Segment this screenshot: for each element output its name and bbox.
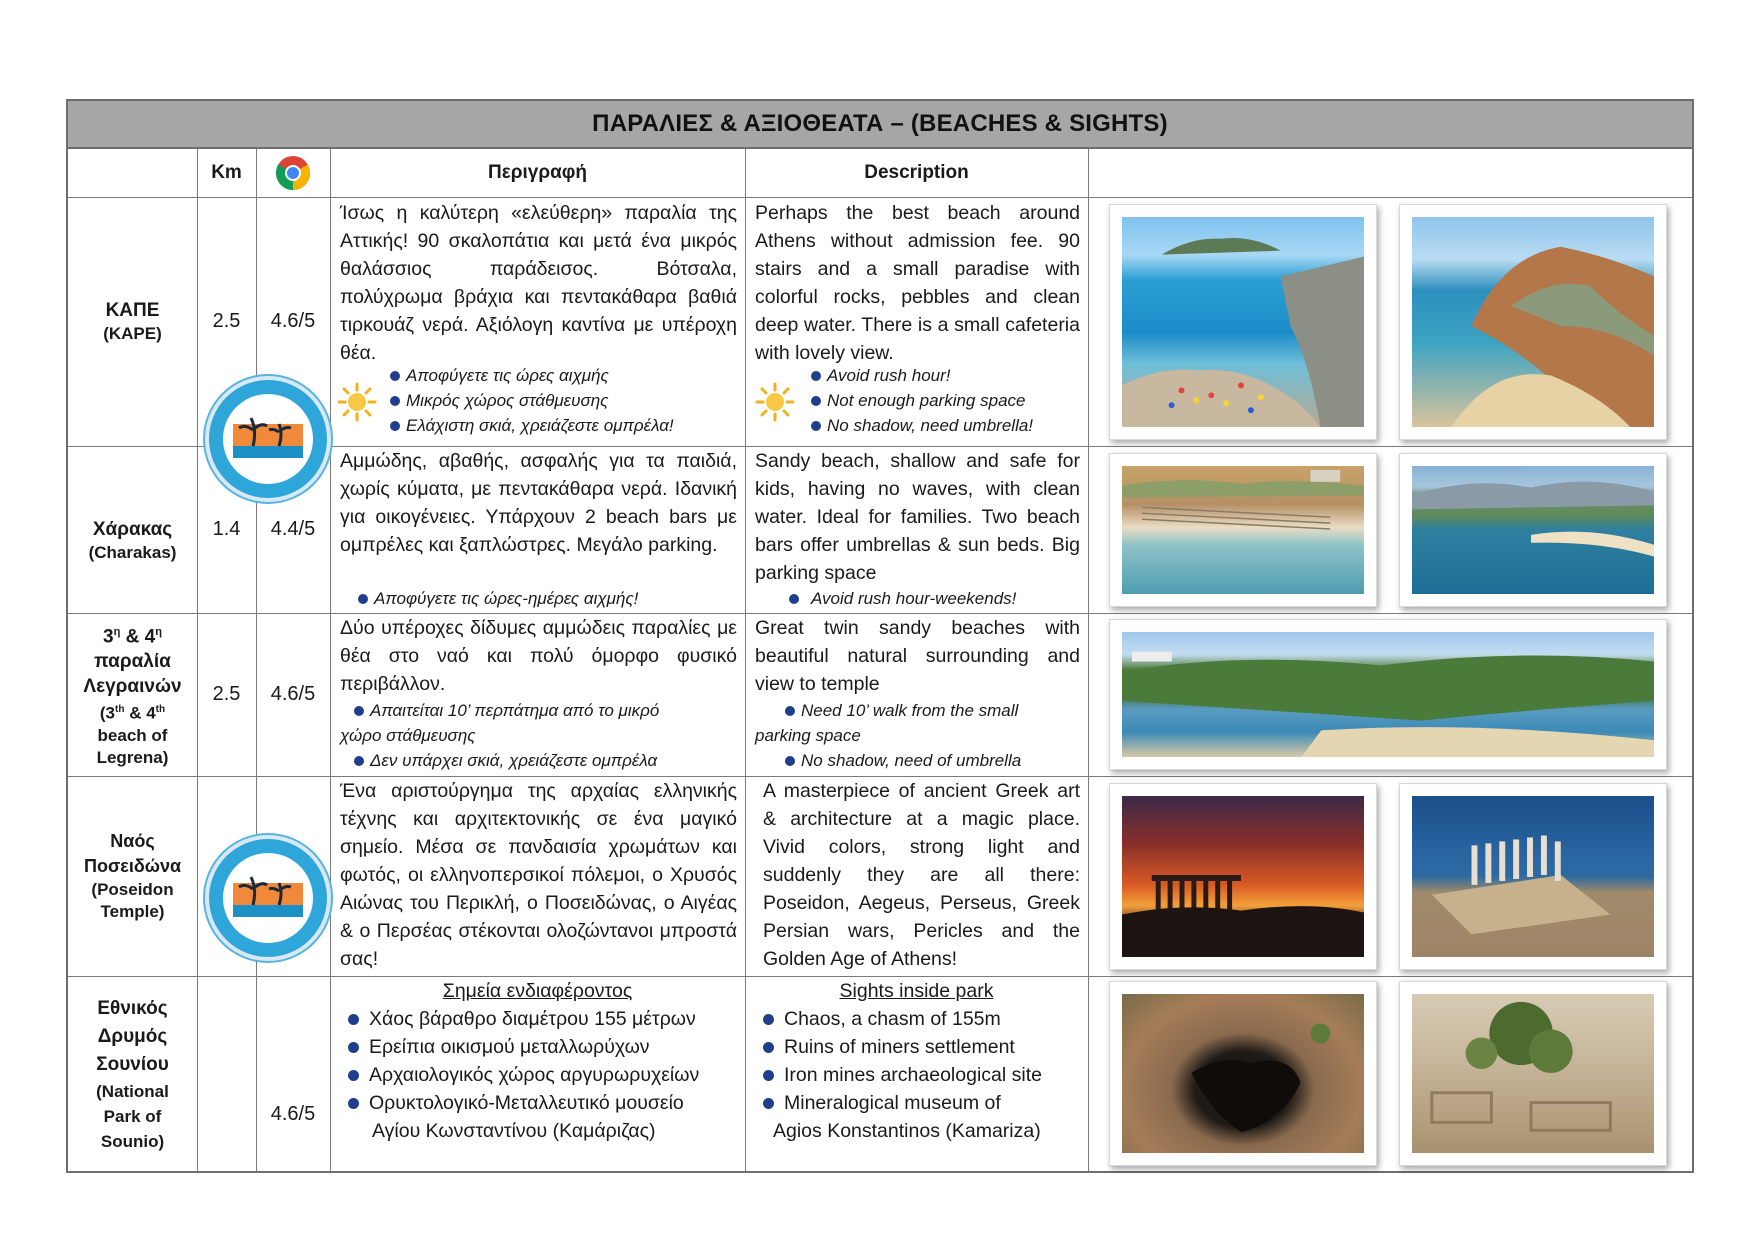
note: No shadow, need umbrella! <box>827 416 1034 435</box>
beaches-table <box>66 99 1694 1173</box>
note: Need 10’ walk from the small <box>801 701 1019 720</box>
description-text: Perhaps the best beach around Athens without admission fee. 90 stairs and a small paradise with colorful rocks, pebbles and clean deep water. There is a small cafeteria with lovely view. <box>755 202 1080 364</box>
km-value <box>197 976 256 1173</box>
patroclos-logo <box>205 376 331 502</box>
place-name-en: Temple) <box>100 902 165 921</box>
description-text: Αμμώδης, αβαθής, ασφαλής για τα παιδιά, χωρίς κύματα, με πεντακάθαρα νερά. Ιδανική για οικογένειες. Υπάρχουν 2 beach bars με ομπρέλες και ξαπλώστρες. Μεγάλο parking. <box>340 450 737 556</box>
bullet-icon <box>348 1014 359 1025</box>
description-text: Δύο υπέροχες δίδυμες αμμώδεις παραλίες με θέα στο ναό και πολύ όμορφο φυσικό περιβάλλον. <box>340 617 737 695</box>
row-national-park-name <box>68 976 197 1173</box>
bullet-icon <box>763 1042 774 1053</box>
bullet-icon <box>785 756 795 766</box>
place-name: Ναός <box>110 831 155 851</box>
english-description <box>745 777 1088 976</box>
place-name: Σουνίου <box>96 1054 169 1075</box>
note: Αποφύγετε τις ώρες-ημέρες αιχμής! <box>374 589 639 608</box>
sight-item: Χάος βάραθρο διαμέτρου 155 μέτρων <box>369 1008 696 1030</box>
place-name: Ποσειδώνα <box>83 856 182 876</box>
description-text: Ίσως η καλύτερη «ελεύθερη» παραλία της Αττικής! 90 σκαλοπάτια και μετά ένα μικρός θαλάσσιος παράδεισος. Βότσαλα, πολύχρωμα βράχια και πεντακάθαρα βαθιά τιρκουάζ νερά. Αξιόλογη καντίνα με υπέροχη θέα. <box>340 202 737 364</box>
rating-value: 4.4/5 <box>270 518 316 540</box>
bullet-icon <box>811 371 821 381</box>
place-name-en: beach of <box>97 725 168 745</box>
note: parking space <box>755 726 861 745</box>
bullet-icon <box>390 371 400 381</box>
table-title-bar <box>68 101 1692 149</box>
place-name-en: Sounio) <box>100 1132 165 1151</box>
place-name-en: (Charakas) <box>88 543 177 562</box>
bullet-icon <box>354 706 364 716</box>
note: Avoid rush hour-weekends! <box>811 589 1017 608</box>
bullet-icon <box>348 1070 359 1081</box>
sight-item: Αρχαιολογικός χώρος αργυρωρυχείων <box>369 1064 700 1086</box>
sight-item: Αγίου Κωνσταντίνου (Καμάριζας) <box>372 1120 656 1142</box>
km-header: Km <box>211 162 242 183</box>
sight-item: Agios Konstantinos (Kamariza) <box>773 1120 1041 1142</box>
row-charakas-name <box>68 446 197 613</box>
place-name: Δρυμός <box>97 1026 168 1047</box>
note: Δεν υπάρχει σκιά, χρειάζεστε ομπρέλα <box>370 751 658 770</box>
kape-photo-2 <box>1399 204 1667 440</box>
english-sights <box>745 977 1088 1173</box>
km-value: 1.4 <box>212 518 241 540</box>
charakas-photo-2 <box>1399 453 1667 607</box>
sight-item: Ruins of miners settlement <box>784 1036 1015 1058</box>
place-name-en: (Poseidon <box>91 880 174 899</box>
sight-item: Iron mines archaeological site <box>784 1064 1042 1086</box>
bullet-icon <box>811 396 821 406</box>
sights-heading: Σημεία ενδιαφέροντος <box>442 980 633 1002</box>
bullet-icon <box>763 1098 774 1109</box>
rating-header <box>256 149 330 197</box>
bullet-icon <box>763 1070 774 1081</box>
english-description <box>745 447 1088 613</box>
greek-description <box>330 447 745 613</box>
bullet-icon <box>358 594 368 604</box>
sight-item: Ορυκτολογικό-Μεταλλευτικό μουσείο <box>369 1092 684 1114</box>
km-value: 2.5 <box>212 310 241 332</box>
row-legrena-name <box>68 613 197 776</box>
sights-list <box>745 1005 1088 1145</box>
greek-sights <box>330 977 745 1173</box>
row-kape-name <box>68 197 197 446</box>
description-text: Great twin sandy beaches with beautiful natural surrounding and view to temple <box>755 617 1080 695</box>
place-name: παραλία <box>94 651 171 673</box>
place-name-en: (3th & 4th <box>99 703 166 723</box>
place-name-en: Park of <box>103 1107 162 1126</box>
national-park-photo-1 <box>1109 981 1377 1166</box>
note: Not enough parking space <box>827 391 1026 410</box>
notes-list <box>390 363 674 438</box>
rating-value: 4.6/5 <box>270 1103 316 1125</box>
charakas-photo-1 <box>1109 453 1377 607</box>
notes-list <box>755 698 1085 773</box>
note: Ελάχιστη σκιά, χρειάζεστε ομπρέλα! <box>406 416 674 435</box>
sights-heading: Sights inside park <box>839 980 994 1002</box>
bullet-icon <box>390 421 400 431</box>
sights-list <box>330 1005 745 1145</box>
place-name: Εθνικός <box>97 998 168 1019</box>
place-name-en: (National <box>96 1082 169 1101</box>
poseidon-photo-1 <box>1109 783 1377 970</box>
sight-item: Chaos, a chasm of 155m <box>784 1008 1001 1030</box>
sight-item: Ερείπια οικισμού μεταλλωρύχων <box>369 1036 650 1058</box>
chrome-icon <box>275 155 311 191</box>
sun-icon <box>336 381 378 423</box>
row-poseidon-name <box>68 776 197 976</box>
logo-emblem <box>223 394 313 484</box>
place-name: $3^\eta$ & $4^\eta$ <box>103 626 162 648</box>
poseidon-photo-2 <box>1399 783 1667 970</box>
note: No shadow, need of umbrella <box>801 751 1022 770</box>
place-name-en: Legrena) <box>96 747 169 767</box>
patroclos-logo <box>205 835 331 961</box>
note: Αποφύγετε τις ώρες αιχμής <box>406 366 609 385</box>
bullet-icon <box>354 756 364 766</box>
bullet-icon <box>789 594 799 604</box>
notes-list <box>340 698 740 773</box>
english-description <box>745 199 1088 446</box>
english-description-header: Description <box>864 162 969 183</box>
rating-value: 4.6/5 <box>270 683 316 705</box>
rating-value: 4.6/5 <box>270 310 316 332</box>
note: Μικρός χώρος στάθμευσης <box>406 391 609 410</box>
place-name: ΚΑΠΕ <box>105 300 160 321</box>
bullet-icon <box>390 396 400 406</box>
notes-list <box>358 586 638 611</box>
greek-description <box>330 777 745 976</box>
kape-photo-1 <box>1109 204 1377 440</box>
km-value: 2.5 <box>212 683 241 705</box>
bullet-icon <box>348 1042 359 1053</box>
national-park-photo-2 <box>1399 981 1667 1166</box>
greek-description <box>330 614 745 776</box>
legrena-photo <box>1109 619 1667 770</box>
place-name: Λεγραινών <box>83 676 182 698</box>
description-text: Ένα αριστούργημα της αρχαίας ελληνικής τέχνης και αρχιτεκτονικής σε ένα μαγικό σημείο. Μέσα σε πανδαισία χρωμάτων και φωτός, οι ελληνοπερσικοί πόλεμοι, ο Χρυσός Αιώνας του Περικλή, ο Ποσειδώνας, ο Αιγέας & ο Περσέας στέκονται ολοζώντανοι μπροστά σας! <box>340 780 737 970</box>
sight-item: Mineralogical museum of <box>784 1092 1001 1114</box>
bullet-icon <box>811 421 821 431</box>
bullet-icon <box>348 1098 359 1109</box>
description-text: Sandy beach, shallow and safe for kids, having no waves, with clean water. Ideal for families. Two beach bars offer umbrellas & sun beds. Big parking space <box>755 450 1080 584</box>
grid-line <box>1088 149 1089 1171</box>
notes-list <box>811 363 1033 438</box>
greek-description-header: Περιγραφή <box>488 162 587 183</box>
table-title: ΠΑΡΑΛΙΕΣ & ΑΞΙΟΘΕΑΤΑ – (BEACHES & SIGHTS) <box>592 110 1168 137</box>
notes-list <box>789 586 1016 611</box>
sun-icon <box>754 381 796 423</box>
description-text: A masterpiece of ancient Greek art & architecture at a magic place. Vivid colors, strong light and suddenly they are all there: Poseidon, Aegeus, Perseus, Greek Persian wars, Pericles and the Golden Age of Athens! <box>763 780 1080 970</box>
place-name: Χάρακας <box>92 519 173 540</box>
note: χώρο στάθμευσης <box>340 726 476 745</box>
note: Avoid rush hour! <box>827 366 951 385</box>
greek-description <box>330 199 745 446</box>
bullet-icon <box>763 1014 774 1025</box>
logo-emblem <box>223 853 313 943</box>
bullet-icon <box>785 706 795 716</box>
note: Απαιτείται 10’ περπάτημα από το μικρό <box>370 701 660 720</box>
english-description <box>745 614 1088 776</box>
place-name-en: (KAPE) <box>103 324 162 343</box>
